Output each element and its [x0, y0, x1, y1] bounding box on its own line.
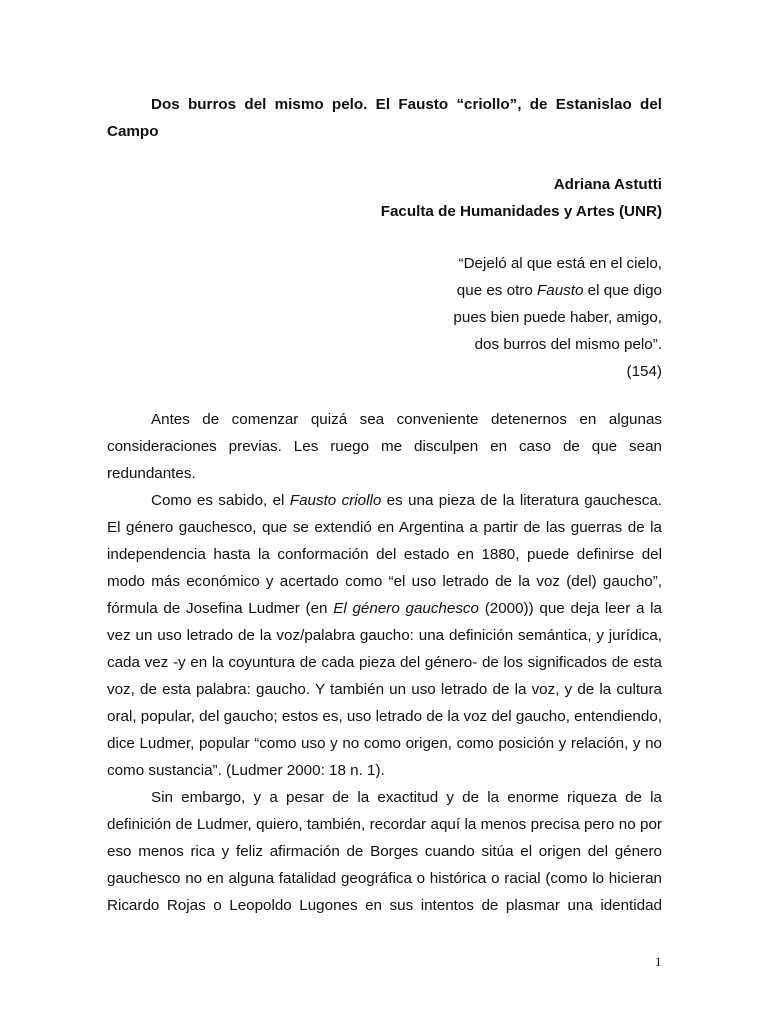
body-text [107, 406, 662, 919]
paragraph-line: vez un uso letrado de la voz/palabra gaucho: una definición semántica, y jurídica, [107, 627, 662, 644]
italic-title: Fausto criollo [289, 492, 382, 509]
article-title [107, 91, 662, 145]
paragraph-line: dice Ludmer, popular “como uso y no como origen, como posición y relación, y no [107, 735, 662, 752]
paragraph-line: Antes de comenzar quizá sea conveniente detenernos en algunas [151, 411, 662, 428]
paragraph-line: Sin embargo, y a pesar de la exactitud y de la enorme riqueza de la [151, 789, 662, 806]
author-affiliation: Faculta de Humanidades y Artes (UNR) [380, 203, 662, 220]
epigraph-line: “Dejeló al que está en el cielo, [458, 255, 662, 272]
paragraph-line: oral, popular, del gaucho; estos es, uso letrado de la voz del gaucho, entendiendo, [107, 708, 662, 725]
italic-title: El género gauchesco [333, 600, 479, 617]
epigraph-line: que es otro Fausto el que digo [456, 282, 662, 299]
paragraph-line: gauchesco no en alguna fatalidad geográfica o histórica o racial (como lo hicieran [107, 870, 662, 887]
epigraph-line: dos burros del mismo pelo”. [474, 336, 662, 353]
paragraph-line: Ricardo Rojas o Leopoldo Lugones en sus intentos de plasmar una identidad [107, 897, 662, 914]
author-name: Adriana Astutti [553, 176, 662, 193]
paragraph-line: Como es sabido, el Fausto criollo es una pieza de la literatura gauchesca. [151, 492, 662, 509]
title-line: Campo [107, 123, 159, 140]
epigraph-citation: (154) [626, 363, 662, 380]
paragraph-line: El género gauchesco, que se extendió en Argentina a partir de las guerras de la [107, 519, 662, 536]
author-block [381, 171, 662, 225]
paragraph-line: consideraciones previas. Les ruego me disculpen en caso de que sean [107, 438, 662, 455]
paragraph-line: fórmula de Josefina Ludmer (en El género gauchesco (2000)) que deja leer a la [107, 600, 662, 617]
paragraph-line: independencia hasta la conformación del estado en 1880, puede definirse del [107, 546, 662, 563]
paragraph-line: definición de Ludmer, quiero, también, recordar aquí la menos precisa pero no por [107, 816, 662, 833]
title-line: Dos burros del mismo pelo. El Fausto “criollo”, de Estanislao del [151, 96, 662, 113]
paragraph-line: eso menos rica y feliz afirmación de Borges cuando sitúa el origen del género [107, 843, 662, 860]
paragraph-line: como sustancia”. (Ludmer 2000: 18 n. 1). [107, 762, 385, 779]
paragraph-line: modo más económico y acertado como “el uso letrado de la voz (del) gaucho”, [107, 573, 662, 590]
paragraph-line: redundantes. [107, 465, 196, 482]
page-number: 1 [655, 954, 662, 969]
paragraph-line: voz, de esta palabra: gaucho. Y también un uso letrado de la voz, y de la cultura [107, 681, 662, 698]
epigraph-italic: Fausto [537, 282, 584, 299]
epigraph [453, 250, 662, 385]
paragraph-line: cada vez -y en la coyuntura de cada pieza del género- de los significados de esta [107, 654, 662, 671]
epigraph-line: pues bien puede haber, amigo, [453, 309, 662, 326]
